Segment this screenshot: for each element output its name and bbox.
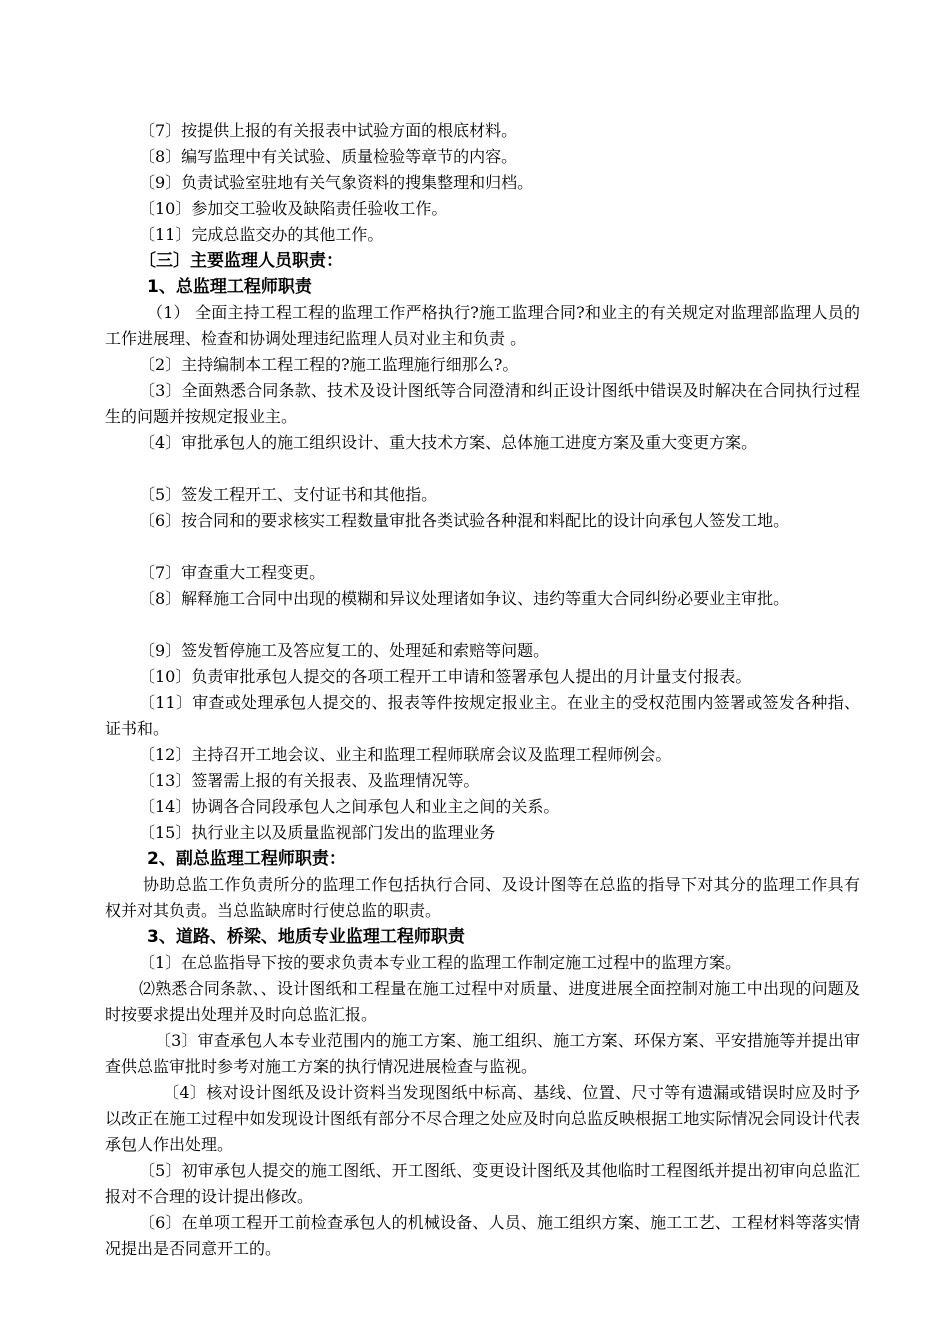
list-item: 〔8〕编写监理中有关试验、质量检验等章节的内容。 <box>139 147 518 166</box>
list-item: 〔12〕主持召开工地会议、业主和监理工程师联席会议及监理工程师例会。 <box>139 745 672 764</box>
subsection-heading: 3、道路、桥梁、地质专业监理工程师职责 <box>147 927 465 947</box>
document-body <box>105 118 860 1262</box>
list-item: 〔10〕负责审批承包人提交的各项工程开工申请和签署承包人提出的月计量支付报表。 <box>139 667 752 686</box>
list-item: 〔11〕完成总监交办的其他工作。 <box>139 225 384 244</box>
list-item: 〔5〕初审承包人提交的施工图纸、开工图纸、变更设计图纸及其他临时工程图纸并提出初审向总监汇报对不合理的设计提出修改。 <box>105 1161 860 1206</box>
list-item: 〔4〕核对设计图纸及设计资料当发现图纸中标高、基线、位置、尺寸等有遗漏或错误时应及时予以改正在施工过程中如发现设计图纸有部分不尽合理之处应及时向总监反映根据工地实际情况会同设计代表承包人作出处理。 <box>105 1083 860 1154</box>
list-item: 〔3〕全面熟悉合同条款、技术及设计图纸等合同澄清和纠正设计图纸中错误及时解决在合同执行过程生的问题并按规定报业主。 <box>105 381 860 426</box>
paragraph: 协助总监工作负责所分的监理工作包括执行合同、及设计图等在总监的指导下对其分的监理工作具有权并对其负责。当总监缺席时行使总监的职责。 <box>105 875 860 920</box>
list-item: 〔3〕审查承包人本专业范围内的施工方案、施工组织、施工方案、环保方案、平安措施等并提出审查供总监审批时参考对施工方案的执行情况进展检查与监视。 <box>105 1031 860 1076</box>
list-item: 〔9〕负责试验室驻地有关气象资料的搜集整理和归档。 <box>139 173 534 192</box>
list-item: 〔2〕主持编制本工程工程的?施工监理施行细那么?。 <box>139 355 519 374</box>
subsection-heading: 2、副总监理工程师职责： <box>147 849 346 869</box>
list-item: 〔13〕签署需上报的有关报表、及监理情况等。 <box>139 771 480 790</box>
list-item: 〔10〕参加交工验收及缺陷责任验收工作。 <box>139 199 448 218</box>
list-item: 〔14〕协调各合同段承包人之间承包人和业主之间的关系。 <box>139 797 560 816</box>
list-item: 〔5〕签发工程开工、支付证书和其他指。 <box>139 485 438 504</box>
list-item: 〔4〕审批承包人的施工组织设计、重大技术方案、总体施工进度方案及重大变更方案。 <box>139 433 758 452</box>
list-item: 〔7〕按提供上报的有关报表中试验方面的根底材料。 <box>139 121 518 140</box>
list-item: 〔11〕审查或处理承包人提交的、报表等件按规定报业主。在业主的受权范围内签署或签发各种指、证书和。 <box>105 693 860 738</box>
list-item: 〔15〕执行业主以及质量监视部门发出的监理业务 <box>139 823 496 842</box>
list-item: （1） 全面主持工程工程的监理工作严格执行?施工监理合同?和业主的有关规定对监理部监理人员的工作进展理、检查和协调处理违纪监理人员对业主和负责 。 <box>105 303 860 348</box>
subsection-heading: 1、总监理工程师职责 <box>147 277 312 297</box>
list-item: 〔6〕按合同和的要求核实工程数量审批各类试验各种混和料配比的设计向承包人签发工地。 <box>139 511 790 530</box>
list-item: 〔6〕在单项工程开工前检查承包人的机械设备、人员、施工组织方案、施工工艺、工程材料等落实情况提出是否同意开工的。 <box>105 1213 860 1258</box>
list-item: 〔9〕签发暂停施工及答应复工的、处理延和索赔等问题。 <box>139 641 550 660</box>
section-heading: 〔三〕主要监理人员职责： <box>139 251 343 271</box>
list-item: 〔7〕审查重大工程变更。 <box>139 563 326 582</box>
list-item: ⑵熟悉合同条款、、设计图纸和工程量在施工过程中对质量、进度进展全面控制对施工中出现的问题及时按要求提出处理并及时向总监汇报。 <box>105 979 860 1024</box>
list-item: 〔8〕解释施工合同中出现的模糊和异议处理诸如争议、违约等重大合同纠纷必要业主审批。 <box>139 589 790 608</box>
list-item: 〔1〕在总监指导下按的要求负责本专业工程的监理工作制定施工过程中的监理方案。 <box>139 953 742 972</box>
